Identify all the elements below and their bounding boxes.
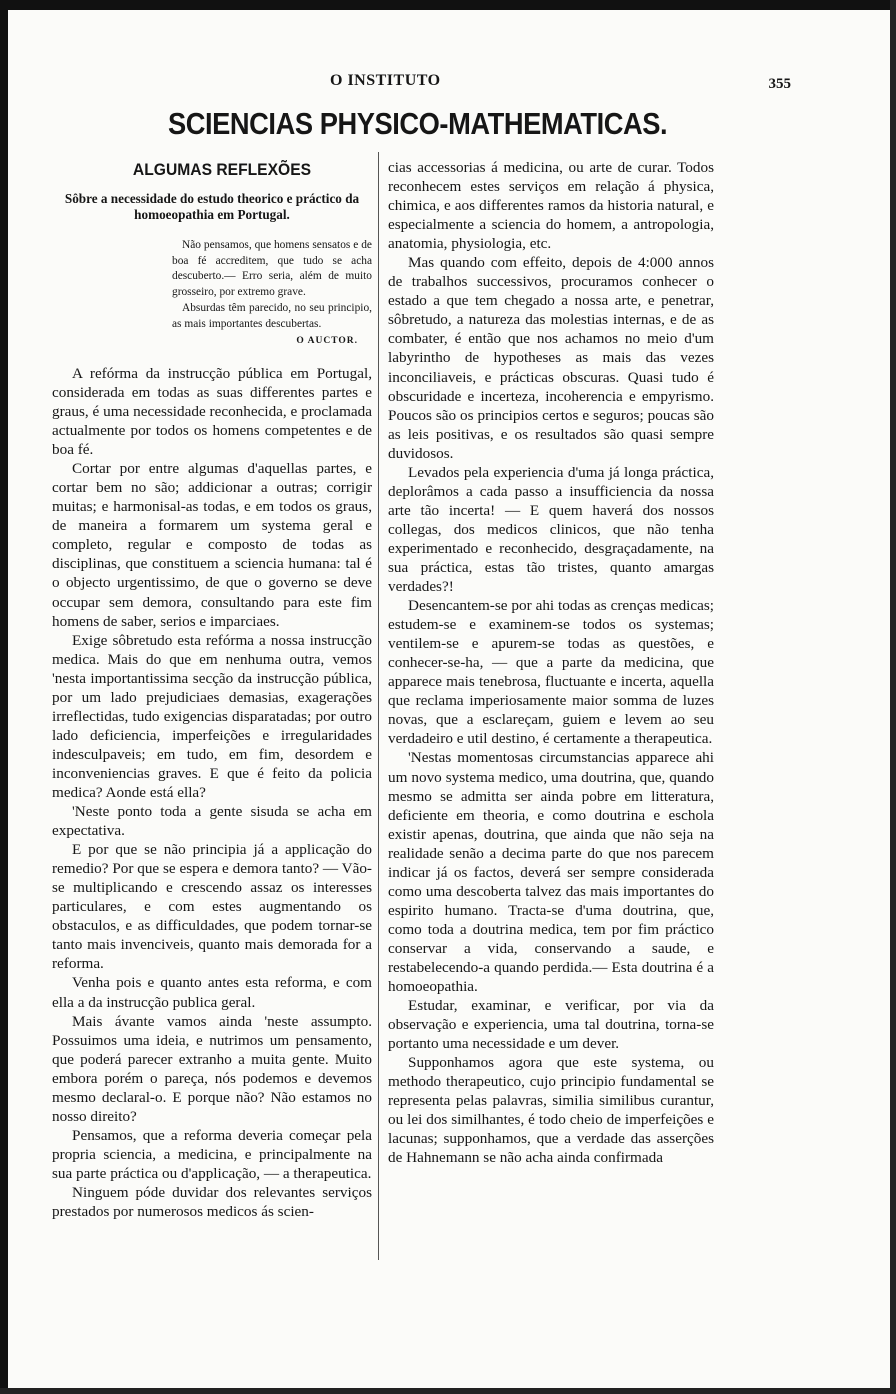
scan-border-left — [0, 0, 8, 1394]
paragraph: Pensamos, que a reforma deveria começar pela propria sciencia, a medicina, e principalmente na sua parte práctica ou d'applicação, — a therapeutica. — [52, 1126, 372, 1182]
paragraph: A refórma da instrucção pública em Portugal, considerada em todas as suas differentes partes e graus, é uma necessidade reconhecida, e proclamada actualmente por todos os homens competentes e de boa fé. — [52, 364, 372, 459]
paragraph: Supponhamos agora que este systema, ou methodo therapeutico, cujo principio fundamental se representa pelas palavras, similia similibus curantur, ou lei dos similhantes, é todo cheio de imperfeições e lacunas; supponhamos, que a verdade das asserções de Hahnemann se não acha ainda confirmada — [388, 1054, 714, 1167]
page-number: 355 — [768, 76, 791, 92]
scan-border-top — [0, 0, 896, 10]
epigraph-author: O AUCTOR. — [296, 336, 358, 347]
paragraph: cias accessorias á medicina, ou arte de curar. Todos reconhecem estes serviços em relação á physica, chimica, e aos differentes ramos da historia natural, e especialmente a sciencia do homem, a antropologia, anatomia, physiologia, etc. — [388, 159, 714, 253]
paragraph: E por que se não principia já a applicação do remedio? Por que se espera e demora tanto? — Vão-se multiplicando e crescendo assaz os interesses particulares, e com estes augmentando os obstaculos, e as difficuldades, que podem tornar-se tanto mais invenciveis, quanto mais demorada for a reforma. — [52, 841, 372, 973]
paragraph: Mas quando com effeito, depois de 4:000 annos de trabalhos successivos, procuramos conhecer o estado a que tem chegado a nossa arte, e penetrar, sôbretudo, a natureza das molestias internas, e de as combater, é então que nos achamos no meio d'um labyrintho de hypotheses as mais das vezes inconciliaveis, e prácticas obscuras. Quasi tudo é obscuridade e incerteza, incoherencia e empyrismo. Poucos são os principios certos e seguros; poucas são as leis positivas, e os resultados são quasi sempre duvidosos. — [388, 254, 714, 462]
scan-border-bottom — [0, 1388, 896, 1394]
column-divider — [378, 152, 379, 1260]
paragraph: Venha pois e quanto antes esta reforma, e com ella a da instrucção publica geral. — [52, 974, 372, 1011]
paragraph: Ninguem póde duvidar dos relevantes serviços prestados por numerosos medicos ás scien- — [52, 1183, 372, 1221]
scan-border-right — [890, 0, 896, 1394]
article-subtitle: Sôbre a necessidade do estudo theorico e práctico da homoeopathia em Portugal. — [64, 191, 360, 222]
paragraph: Cortar por entre algumas d'aquellas partes, e cortar bem no são; addicionar a outras; corrigir muitas; e harmonisal-as todas, e em todos os graus, de maneira a formarem um systema geral e completo, regular e composto de todas as disciplinas, que constituem a sciencia humana: tal é o objecto urgentissimo, de que o governo se deve occupar sem demora, consultando para este fim homens de saber, serios e imparciaes. — [52, 460, 372, 630]
paragraph: Exige sôbretudo esta refórma a nossa instrucção medica. Mais do que em nenhuma outra, vemos 'nesta importantissima secção da instrucção pública, por um lado prejudiciaes demasias, exagerações irreflectidas, tudo exigencias disparatadas; por outro lado deficiencia, imperfeições e irregularidades indesculpaveis; em tudo, em fim, desordem e inconveniencias graves. E que é feito da policia medica? Aonde está ella? — [52, 631, 372, 801]
article-title: ALGUMAS REFLEXÕES — [132, 160, 312, 179]
left-column — [52, 156, 372, 1221]
paragraph: Mais ávante vamos ainda 'neste assumpto. Possuimos uma ideia, e nutrimos um pensamento, que poderá parecer extranho a muita gente. Muito embora porém o pareça, nós podemos e devemos mesmo declaral-o. E porque não? Não estamos no nosso direito? — [52, 1012, 372, 1125]
paragraph: 'Neste ponto toda a gente sisuda se acha em expectativa. — [52, 803, 372, 840]
running-head: O INSTITUTO — [330, 72, 441, 89]
paragraph: Levados pela experiencia d'uma já longa práctica, deplorâmos a cada passo a insufficiencia da nossa arte tão incerta! — E quem haverá dos nossos collegas, dos medicos clinicos, que não tenha experimentado e reconhecido, desgraçadamente, na sua práctica, estas tão tristes, quanto amargas verdades?! — [388, 463, 714, 596]
epigraph-line: Absurdas têm parecido, no seu principio, as mais importantes descubertas. — [172, 301, 372, 330]
section-title: SCIENCIAS PHYSICO-MATHEMATICAS. — [168, 106, 668, 141]
paragraph: Desencantem-se por ahi todas as crenças medicas; estudem-se e examinem-se todos os systemas; ventilem-se e apurem-se todas as questões, e conhecer-se-ha, — que a parte da medicina, que apparece mais tenebrosa, fluctuante e incerta, aquella que reclama imperiosamente maior somma de luzes novas, que a esclareçam, guiem e levem ao seu verdadeiro e util destino, é certamente a therapeutica. — [388, 597, 714, 748]
right-column — [388, 158, 714, 1167]
epigraph-line: Não pensamos, que homens sensatos e de boa fé accreditem, que tudo se acha descuberto.— Erro seria, além de muito grosseiro, por extremo grave. — [172, 239, 372, 299]
epigraph — [172, 238, 372, 350]
paragraph: 'Nestas momentosas circumstancias apparece ahi um novo systema medico, uma doutrina, que, quando mesmo se admitta ser ainda pobre em litteratura, deficiente em theoria, e como doutrina e eschola existir apenas, doutrina, que ainda que não seja na realidade senão a decima parte do que nos parecem indicar já os factos, deverá ser sempre considerada como uma descoberta talvez das mais importantes do espirito humano. Tracta-se d'uma doutrina, que, como toda a doutrina medica, tem por fim práctico conservar a vida, conservando a saude, e restabelecendo-a quando perdida.— Esta doutrina é a homoeopathia. — [388, 749, 714, 996]
paragraph: Estudar, examinar, e verificar, por via da observação e experiencia, uma tal doutrina, torna-se portanto uma necessidade e um dever. — [388, 997, 714, 1053]
